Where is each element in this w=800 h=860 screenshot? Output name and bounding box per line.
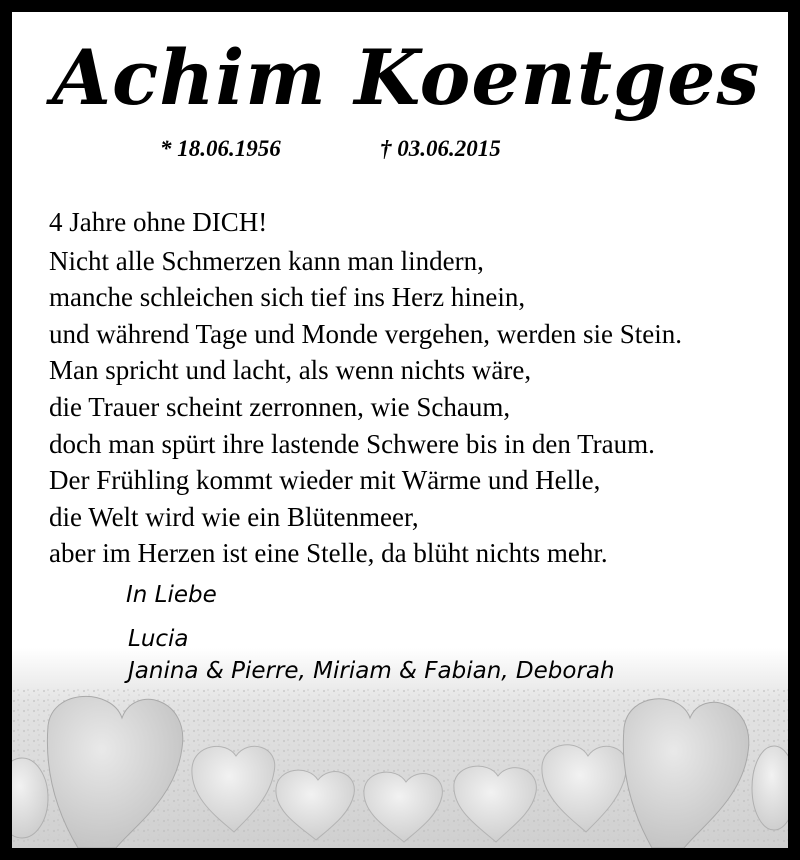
poem-line: doch man spürt ihre lastende Schwere bis in den Traum. [49,428,655,459]
poem-line: die Welt wird wie ein Blütenmeer, [49,501,419,532]
signature-intro: In Liebe [126,582,217,608]
poem-line: Man spricht und lacht, als wenn nichts wäre, [49,355,532,386]
poem-heading: 4 Jahre ohne DICH! [49,207,268,237]
memorial-poem [49,204,682,572]
birth-date: * 18.06.1956 [160,136,281,161]
death-date: † 03.06.2015 [380,136,501,161]
deceased-name: Achim Koentges [52,33,761,122]
poem-line: aber im Herzen ist eine Stelle, da blüht nichts mehr. [49,538,608,569]
signature-line: Janina & Pierre, Miriam & Fabian, Deborah [128,658,615,684]
poem-line: die Trauer scheint zerronnen, wie Schaum, [49,391,511,422]
poem-line: Der Frühling kommt wieder mit Wärme und Helle, [49,465,601,496]
poem-line: Nicht alle Schmerzen kann man lindern, [49,245,484,276]
poem-line: und während Tage und Monde vergehen, werden sie Stein. [49,318,682,349]
poem-line: manche schleichen sich tief ins Herz hinein, [49,282,526,313]
signature-line: Lucia [128,626,189,652]
